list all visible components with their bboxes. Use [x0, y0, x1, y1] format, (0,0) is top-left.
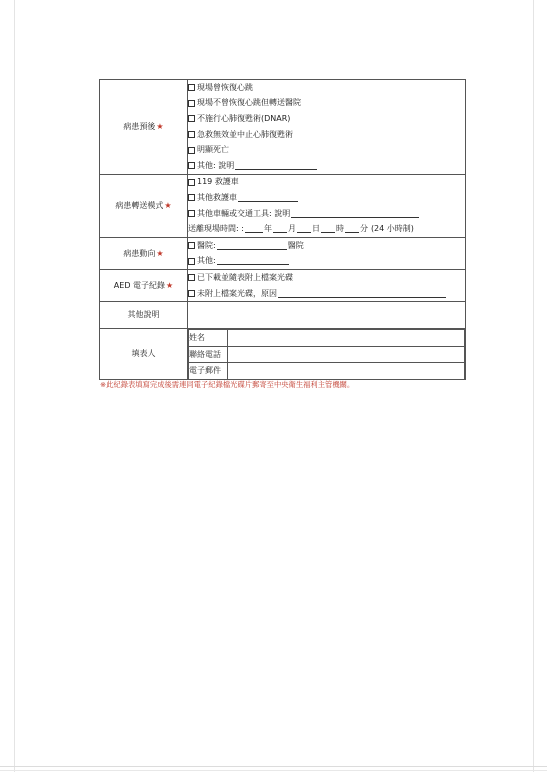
destination-other-blank[interactable] — [217, 257, 289, 265]
year-blank[interactable] — [245, 225, 263, 233]
aed-label-cell — [100, 270, 188, 302]
prognosis-option[interactable] — [188, 96, 465, 112]
year-unit: 年 — [263, 224, 272, 234]
prognosis-other-blank[interactable] — [235, 162, 317, 170]
destination-label: 病患動向 — [123, 248, 156, 258]
prognosis-option[interactable] — [188, 142, 465, 158]
filler-field-row — [189, 363, 465, 379]
aed-label: AED 電子紀錄 — [113, 280, 166, 290]
hour-blank[interactable] — [321, 225, 335, 233]
filler-field-label: 姓名 — [189, 330, 228, 347]
required-star-icon: ★ — [164, 200, 172, 210]
page-edge-left — [14, 0, 15, 772]
report-form-table — [99, 79, 466, 380]
checkbox-icon[interactable] — [188, 147, 195, 154]
aed-option-label: 已下載並隨表附上檔案光碟 — [197, 272, 293, 282]
transport-options-cell — [188, 174, 466, 237]
aed-record-row — [100, 270, 466, 302]
filler-field-label: 電子郵件 — [189, 363, 228, 379]
phone-input[interactable] — [228, 346, 465, 363]
checkbox-icon[interactable] — [188, 210, 195, 217]
page-edge-bottom — [0, 766, 547, 767]
aed-option-label: 未附上檔案光碟，原因 — [197, 288, 277, 298]
checkbox-icon[interactable] — [188, 100, 195, 107]
transport-vehicle-blank[interactable] — [291, 210, 419, 218]
other-notes-label-cell — [100, 302, 188, 329]
prognosis-option-label: 不施行心肺復甦術(DNAR) — [197, 113, 291, 123]
page-edge-right — [533, 0, 534, 772]
prognosis-option-label: 現場不曾恢復心跳但轉送醫院 — [197, 98, 301, 108]
checkbox-icon[interactable] — [188, 115, 195, 122]
page-edge-bottom-shadow — [0, 770, 547, 771]
prognosis-option-label: 其他: 說明 — [197, 160, 235, 170]
checkbox-icon[interactable] — [188, 179, 195, 186]
destination-hospital-label: 醫院: — [197, 240, 216, 250]
destination-options-cell — [188, 237, 466, 269]
transport-option-label: 其他救護車 — [197, 192, 237, 202]
month-blank[interactable] — [273, 225, 287, 233]
departure-time-label: 送離現場時間: : — [188, 224, 244, 234]
transport-row — [100, 174, 466, 237]
destination-label-cell — [100, 237, 188, 269]
transport-option[interactable] — [188, 206, 465, 222]
name-input[interactable] — [228, 330, 465, 347]
other-notes-row — [100, 302, 466, 329]
required-star-icon: ★ — [166, 280, 174, 290]
other-notes-label: 其他說明 — [127, 310, 160, 320]
transport-label-cell — [100, 174, 188, 237]
transport-label: 病患轉送模式 — [115, 200, 164, 210]
required-star-icon: ★ — [156, 121, 164, 131]
prognosis-option[interactable] — [188, 80, 465, 96]
prognosis-option-other[interactable] — [188, 158, 465, 174]
minute-blank[interactable] — [345, 225, 359, 233]
transport-ambulance-blank[interactable] — [238, 194, 298, 202]
month-unit: 月 — [287, 224, 296, 234]
destination-other-option[interactable] — [188, 254, 465, 270]
filler-field-label: 聯絡電話 — [189, 346, 228, 363]
checkbox-icon[interactable] — [188, 274, 195, 281]
filler-fields-table — [188, 329, 465, 379]
footnote: ※此紀錄表填寫完成後需連同電子紀錄檔光碟片郵寄至中央衛生福利主管機關。 — [100, 380, 355, 389]
checkbox-icon[interactable] — [188, 258, 195, 265]
checkbox-icon[interactable] — [188, 194, 195, 201]
aed-option[interactable] — [188, 286, 465, 302]
aed-option[interactable] — [188, 270, 465, 286]
destination-other-label: 其他: — [197, 256, 216, 266]
destination-row — [100, 237, 466, 269]
filler-field-row — [189, 346, 465, 363]
checkbox-icon[interactable] — [188, 242, 195, 249]
other-notes-input-cell[interactable] — [188, 302, 466, 329]
checkbox-icon[interactable] — [188, 131, 195, 138]
departure-time-line — [188, 221, 465, 237]
day-unit: 日 — [311, 224, 320, 234]
prognosis-option-label: 急救無效並中止心肺復甦術 — [197, 129, 293, 139]
aed-reason-blank[interactable] — [278, 290, 446, 298]
filler-fields-cell — [188, 329, 466, 380]
hour-unit: 時 — [335, 224, 344, 234]
destination-hospital-suffix: 醫院 — [287, 240, 304, 250]
filler-label-cell — [100, 329, 188, 380]
transport-option-label: 119 救護車 — [197, 177, 239, 187]
hospital-name-blank[interactable] — [217, 242, 287, 250]
checkbox-icon[interactable] — [188, 162, 195, 169]
minute-unit: 分 — [359, 224, 368, 234]
prognosis-option[interactable] — [188, 127, 465, 143]
time-format-note: (24 小時制) — [370, 224, 414, 234]
transport-option[interactable] — [188, 175, 465, 191]
required-star-icon: ★ — [156, 248, 164, 258]
transport-option[interactable] — [188, 190, 465, 206]
prognosis-option[interactable] — [188, 111, 465, 127]
prognosis-label-cell — [100, 80, 188, 175]
email-input[interactable] — [228, 363, 465, 379]
checkbox-icon[interactable] — [188, 84, 195, 91]
filler-field-row — [189, 330, 465, 347]
prognosis-option-label: 明顯死亡 — [197, 145, 229, 155]
day-blank[interactable] — [297, 225, 311, 233]
prognosis-label: 病患預後 — [123, 121, 156, 131]
checkbox-icon[interactable] — [188, 290, 195, 297]
destination-hospital-option[interactable] — [188, 238, 465, 254]
prognosis-options-cell — [188, 80, 466, 175]
filler-row — [100, 329, 466, 380]
transport-option-label: 其他車輛或交通工具: 說明 — [197, 208, 291, 218]
prognosis-option-label: 現場曾恢復心跳 — [197, 82, 253, 92]
prognosis-row — [100, 80, 466, 175]
aed-options-cell — [188, 270, 466, 302]
filler-label: 填表人 — [131, 349, 156, 359]
